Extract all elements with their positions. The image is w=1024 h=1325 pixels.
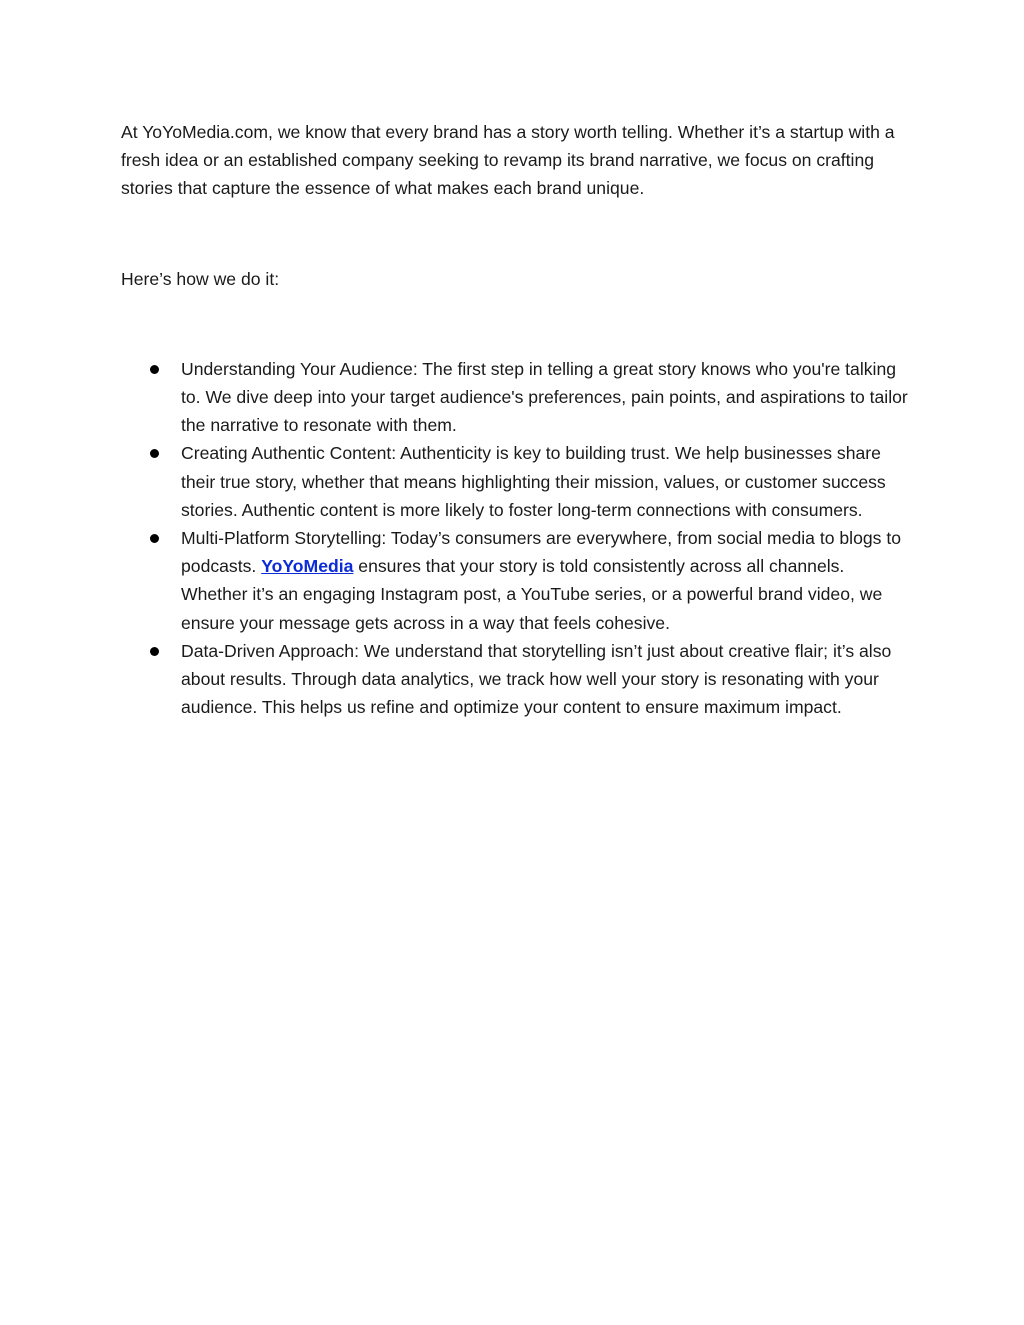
bullet-list	[121, 355, 911, 722]
bullet-icon	[150, 647, 159, 656]
list-item	[121, 637, 911, 722]
list-item	[121, 355, 911, 440]
list-item	[121, 439, 911, 524]
bullet-icon	[150, 534, 159, 543]
bullet-icon	[150, 365, 159, 374]
intro-paragraph: At YoYoMedia.com, we know that every brand has a story worth telling. Whether it’s a startup with a fresh idea or an established company seeking to revamp its brand narrative, we focus on crafting stories that capture the essence of what makes each brand unique.	[121, 122, 895, 199]
lead-paragraph: Here’s how we do it:	[121, 268, 280, 289]
list-item	[121, 524, 911, 637]
list-item-text: Data-Driven Approach: We understand that storytelling isn’t just about creative flair; it’s also about results. Through data analytics, we track how well your story is resonating with your audience. This helps us refine and optimize your content to ensure maximum impact.	[181, 640, 892, 718]
list-item-text-before-link: Multi-Platform Storytelling: Today’s consumers are everywhere, from social media to blogs to podcasts.	[181, 528, 902, 577]
yoyomedia-link[interactable]: YoYoMedia	[261, 556, 354, 577]
list-item-text-after-link: ensures that your story is told consistently across all channels. Whether it’s an engaging Instagram post, a YouTube series, or a powerful brand video, we ensure your message gets across in a way that feels cohesive.	[181, 556, 883, 633]
list-item-text: Understanding Your Audience: The first step in telling a great story knows who you're talking to. We dive deep into your target audience's preferences, pain points, and aspirations to tailor the narrative to resonate with them.	[181, 358, 908, 436]
list-item-text: Creating Authentic Content: Authenticity is key to building trust. We help businesses share their true story, whether that means highlighting their mission, values, or customer success stories. Authentic content is more likely to foster long-term connections with consumers.	[181, 443, 886, 520]
bullet-icon	[150, 449, 159, 458]
document-body	[121, 118, 911, 721]
